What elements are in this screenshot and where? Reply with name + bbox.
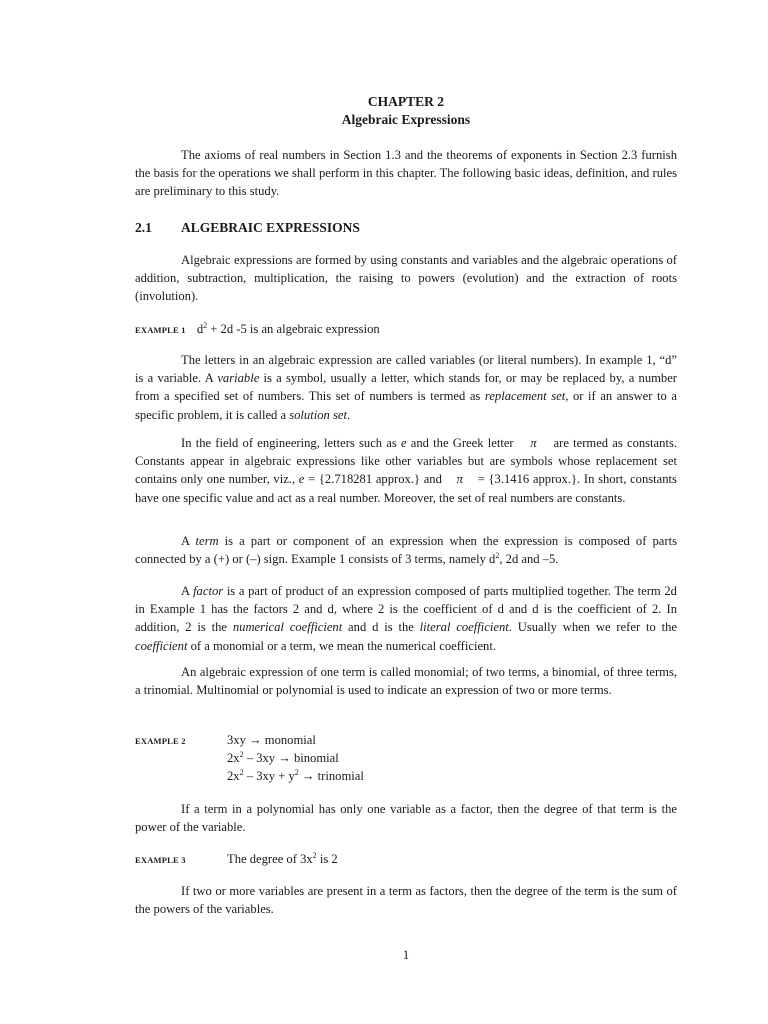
intro-paragraph <box>135 146 677 201</box>
paragraph-degree-single <box>135 800 677 836</box>
term-replacement-set: replacement set <box>484 389 566 404</box>
section-title: ALGEBRAIC EXPRESSIONS <box>181 220 360 235</box>
example-3-label-row <box>135 850 186 869</box>
paragraph-text: An algebraic expression of one term is called monomial; of two terms, a binomial, of three terms, a trinomial. Multinomial or polynomial is used to indicate an expression of two or more terms. <box>135 665 677 698</box>
example-1-expression: $d^2 + 2d$ -5 is an algebraic expression <box>196 321 380 336</box>
paragraph-degree-multiple <box>135 882 677 918</box>
paragraph-variables: The letters in an algebraic expression are called variables (or literal numbers). In example 1, “d” is a variable. A variable is a symbol, usually a letter, which stands for, or may be replaced by, a number from a specified set of numbers. This set of numbers is termed as replacement set, or if an answer to a specific problem, it is called a solution set. <box>135 353 677 422</box>
paragraph-text: Algebraic expressions are formed by using constants and variables and the algebraic operations of addition, subtraction, multiplication, the raising to powers (evolution) and the extraction of roots (involution). <box>135 253 677 304</box>
example-2-lines <box>227 731 364 786</box>
symbol-e: e <box>298 472 305 487</box>
paragraph-text: If a term in a polynomial has only one variable as a factor, then the degree of that term is the power of the variable. <box>135 802 677 835</box>
example-label: EXAMPLE 1 <box>135 325 186 335</box>
symbol-pi: π <box>530 436 537 450</box>
term-factor: factor <box>193 584 224 598</box>
example-2-line-monomial: 3xy → monomial <box>227 733 316 747</box>
term-solution-set: solution set <box>289 407 347 422</box>
example-2-label-row <box>135 731 186 750</box>
symbol-e: e <box>401 436 407 450</box>
symbol-pi: π <box>456 472 463 487</box>
section-number: 2.1 <box>135 220 152 235</box>
example-3-text: The degree of $3x^2$ is 2 <box>227 851 338 866</box>
section-heading <box>135 220 360 236</box>
paragraph-term: A term is a part or component of an expression when the expression is composed of parts connected by a (+) or (–) sign. Example 1 consists of 3 terms, namely $d^2$, 2d and –5. <box>135 534 677 567</box>
intro-text: The axioms of real numbers in Section 1.3 and the theorems of exponents in Section 2.3 furnish the basis for the operations we shall perform in this chapter. The following basic ideas, definition, and rules are preliminary to this study. <box>135 148 677 199</box>
term-coefficient: coefficient <box>135 638 188 653</box>
paragraph-algebraic-expressions <box>135 251 677 306</box>
paragraph-text: If two or more variables are present in a term as factors, then the degree of the term is the sum of the powers of the variables. <box>135 884 677 917</box>
example-1 <box>135 320 380 339</box>
paragraph-constants: In the field of engineering, letters such as e and the Greek letter π are termed as constants. Constants appear in algebraic expressions like other variables but are symbols whose replacement set contains only one number, viz., e = {2.718281 approx.} and π = {3.1416 approx.}. In short, constants have one specific value and act as a real number. Moreover, the set of real numbers are constants. <box>135 436 681 505</box>
page-number: 1 <box>402 948 410 962</box>
example-2-line-trinomial: $2x^2 - 3xy + y^2$ → trinomial <box>227 768 364 784</box>
term-numerical-coefficient: numerical coefficient <box>232 620 343 635</box>
term-literal-coefficient: literal coefficient <box>419 620 509 635</box>
paragraph-polynomials <box>135 663 677 699</box>
example-2-line-binomial: $2x^2 - 3xy$ → binomial <box>227 750 339 766</box>
example-label: EXAMPLE 2 <box>135 736 186 746</box>
chapter-title: Algebraic Expressions <box>341 112 471 127</box>
term-variable: variable <box>217 371 260 386</box>
chapter-number: CHAPTER 2 <box>367 94 445 109</box>
paragraph-factor: A factor is a part of product of an expression composed of parts multiplied together. The term 2d in Example 1 has the factors 2 and d, where 2 is the coefficient of d and d is the coefficient of 2. In addition, 2 is the numerical coefficient and d is the literal coefficient. Usually when we refer to the coefficient of a monomial or a term, we mean the numerical coefficient. <box>135 584 677 653</box>
term-term: term <box>195 534 219 548</box>
example-label: EXAMPLE 3 <box>135 855 186 865</box>
